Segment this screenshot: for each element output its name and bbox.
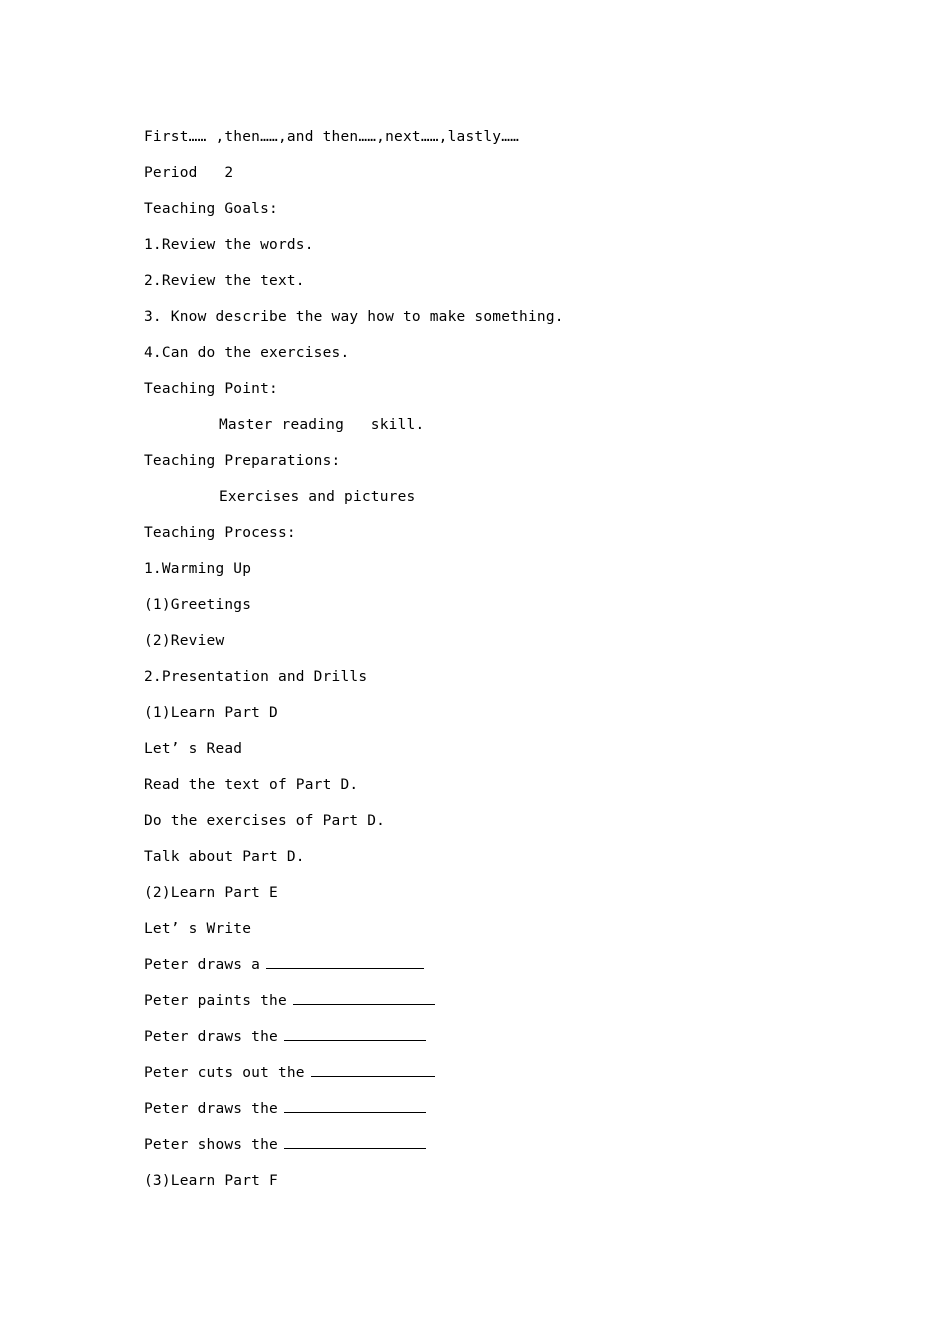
fill-blank-row xyxy=(144,990,904,1026)
goal-item-4: 4.Can do the exercises. xyxy=(144,345,350,361)
greetings-item: (1)Greetings xyxy=(144,597,252,613)
part-d-talk-item: Talk about Part D. xyxy=(144,849,305,865)
part-d-read-item: Read the text of Part D. xyxy=(144,777,359,793)
sequence-words-line: First…… ,then……,and then……,next……,lastly…… xyxy=(144,129,520,145)
document-page xyxy=(144,126,904,1206)
review-item: (2)Review xyxy=(144,633,225,649)
goal-item-1: 1.Review the words. xyxy=(144,237,314,253)
fill-blank-prompt: Peter shows the xyxy=(144,1137,278,1153)
blank-line xyxy=(284,1134,426,1149)
learn-part-d-heading: (1)Learn Part D xyxy=(144,705,278,721)
teaching-preparations-text: Exercises and pictures xyxy=(219,489,416,505)
goal-item-2: 2.Review the text. xyxy=(144,273,305,289)
goal-item-3: 3. Know describe the way how to make something. xyxy=(144,309,564,325)
fill-blank-row xyxy=(144,1134,904,1170)
fill-blank-row xyxy=(144,1026,904,1062)
blank-line xyxy=(311,1062,435,1077)
period-heading: Period 2 xyxy=(144,165,234,181)
fill-blank-row xyxy=(144,1062,904,1098)
part-d-exercises-item: Do the exercises of Part D. xyxy=(144,813,386,829)
fill-blank-prompt: Peter draws the xyxy=(144,1101,278,1117)
fill-blank-prompt: Peter draws a xyxy=(144,957,261,973)
blank-line xyxy=(284,1098,426,1113)
teaching-preparations-heading: Teaching Preparations: xyxy=(144,453,341,469)
warming-up-heading: 1.Warming Up xyxy=(144,561,252,577)
fill-blank-row xyxy=(144,1098,904,1134)
teaching-point-text: Master reading skill. xyxy=(219,417,425,433)
learn-part-f-heading: (3)Learn Part F xyxy=(144,1173,278,1189)
blank-line xyxy=(284,1026,426,1041)
learn-part-e-heading: (2)Learn Part E xyxy=(144,885,278,901)
blank-line xyxy=(293,990,435,1005)
presentation-heading: 2.Presentation and Drills xyxy=(144,669,368,685)
lets-read-label: Let’ s Read xyxy=(144,741,243,757)
lets-write-label: Let’ s Write xyxy=(144,921,252,937)
fill-blank-prompt: Peter draws the xyxy=(144,1029,278,1045)
blank-line xyxy=(266,954,424,969)
teaching-process-heading: Teaching Process: xyxy=(144,525,296,541)
fill-blank-prompt: Peter cuts out the xyxy=(144,1065,305,1081)
teaching-goals-heading: Teaching Goals: xyxy=(144,201,278,217)
fill-blank-prompt: Peter paints the xyxy=(144,993,287,1009)
fill-blank-row xyxy=(144,954,904,990)
teaching-point-heading: Teaching Point: xyxy=(144,381,278,397)
